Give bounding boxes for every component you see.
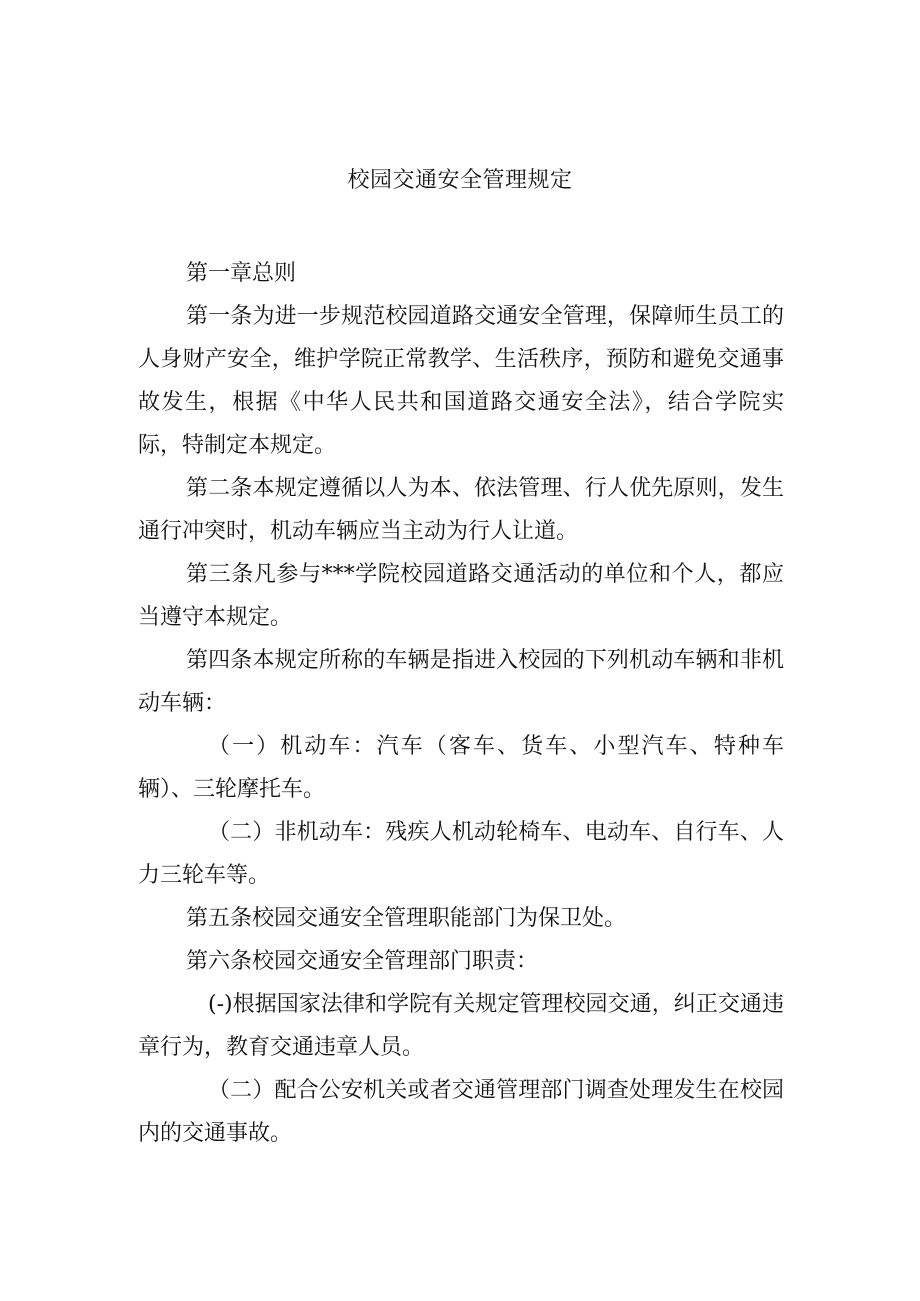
article-3: 第三条凡参与***学院校园道路交通活动的单位和个人，都应当遵守本规定。 — [138, 562, 784, 630]
article-6-item-2: （二）配合公安机关或者交通管理部门调查处理发生在校园内的交通事故。 — [138, 1078, 784, 1146]
article-4-item-2: （二）非机动车：残疾人机动轮椅车、电动车、自行车、人力三轮车等。 — [138, 820, 784, 888]
article-4: 第四条本规定所称的车辆是指进入校园的下列机动车辆和非机动车辆： — [138, 648, 784, 716]
article-5: 第五条校园交通安全管理职能部门为保卫处。 — [186, 906, 627, 931]
article-2: 第二条本规定遵循以人为本、依法管理、行人优先原则，发生通行冲突时，机动车辆应当主动为行人让道。 — [138, 476, 784, 544]
article-6: 第六条校园交通安全管理部门职责： — [186, 949, 539, 974]
chapter-heading: 第一章总则 — [186, 261, 297, 286]
document-body — [138, 252, 784, 1155]
article-4-item-1: （一）机动车：汽车（客车、货车、小型汽车、特种车辆）、三轮摩托车。 — [138, 734, 784, 802]
article-6-item-1: (-)根据国家法律和学院有关规定管理校园交通，纠正交通违章行为，教育交通违章人员。 — [138, 992, 784, 1060]
article-1: 第一条为进一步规范校园道路交通安全管理，保障师生员工的人身财产安全，维护学院正常教学、生活秩序，预防和避免交通事故发生，根据《中华人民共和国道路交通安全法》，结合学院实际，特制定本规定。 — [138, 304, 784, 458]
document-title: 校园交通安全管理规定 — [347, 168, 573, 193]
